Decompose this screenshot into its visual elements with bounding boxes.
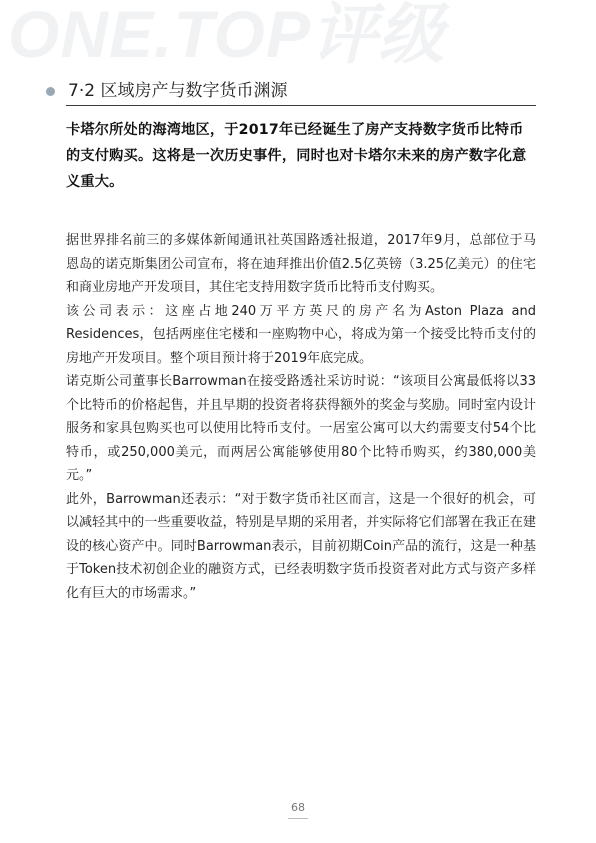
section-heading <box>46 80 287 102</box>
body-paragraph: 据世界排名前三的多媒体新闻通讯社英国路透社报道，2017年9月，总部位于马恩岛的诺克斯集团公司宣布，将在迪拜推出价值2.5亿英镑（3.25亿美元）的住宅和商业房地产开发项目，其住宅支持用数字货币比特币支付购买。 <box>66 233 536 295</box>
heading-divider <box>66 105 536 106</box>
body-paragraph: 此外，Barrowman还表示：“对于数字货币社区而言，这是一个很好的机会，可以减轻其中的一些重要收益，特别是早期的采用者，并实际将它们部署在我正在建设的核心资产中。同时Barrowman表示，目前初期Coin产品的流行，这是一种基于Token技术初创企业的融资方式，已经表明数字货币投资者对此方式与资产多样化有巨大的市场需求。” <box>66 491 536 601</box>
lead-paragraph: 卡塔尔所处的海湾地区，于2017年已经诞生了房产支持数字货币比特币的支付购买。这将是一次历史事件，同时也对卡塔尔未来的房产数字化意义重大。 <box>66 122 527 190</box>
watermark-logo: ONE.TOP评级 <box>8 0 445 71</box>
page-number: 68 <box>291 801 305 814</box>
body-paragraph: 诺克斯公司董事长Barrowman在接受路透社采访时说：“该项目公寓最低将以33个比特币的价格起售，并且早期的投资者将获得额外的奖金与奖励。同时室内设计服务和家具包购买也可以使用比特币支付。一居室公寓可以大约需要支付54个比特币，或250,000美元，而两居公寓能够使用80个比特币购买，约380,000美元。” <box>66 374 536 483</box>
article-body <box>66 229 536 605</box>
body-paragraph: 该公司表示：这座占地240万平方英尺的房产名为Aston Plaza and Residences，包括两座住宅楼和一座购物中心，将成为第一个接受比特币支付的房地产开发项目。整个项目预计将于2019年底完成。 <box>66 303 536 366</box>
page-number-underline <box>288 818 308 819</box>
section-title: 7·2 区域房产与数字货币渊源 <box>68 81 288 101</box>
bullet-dot-icon <box>46 87 55 96</box>
